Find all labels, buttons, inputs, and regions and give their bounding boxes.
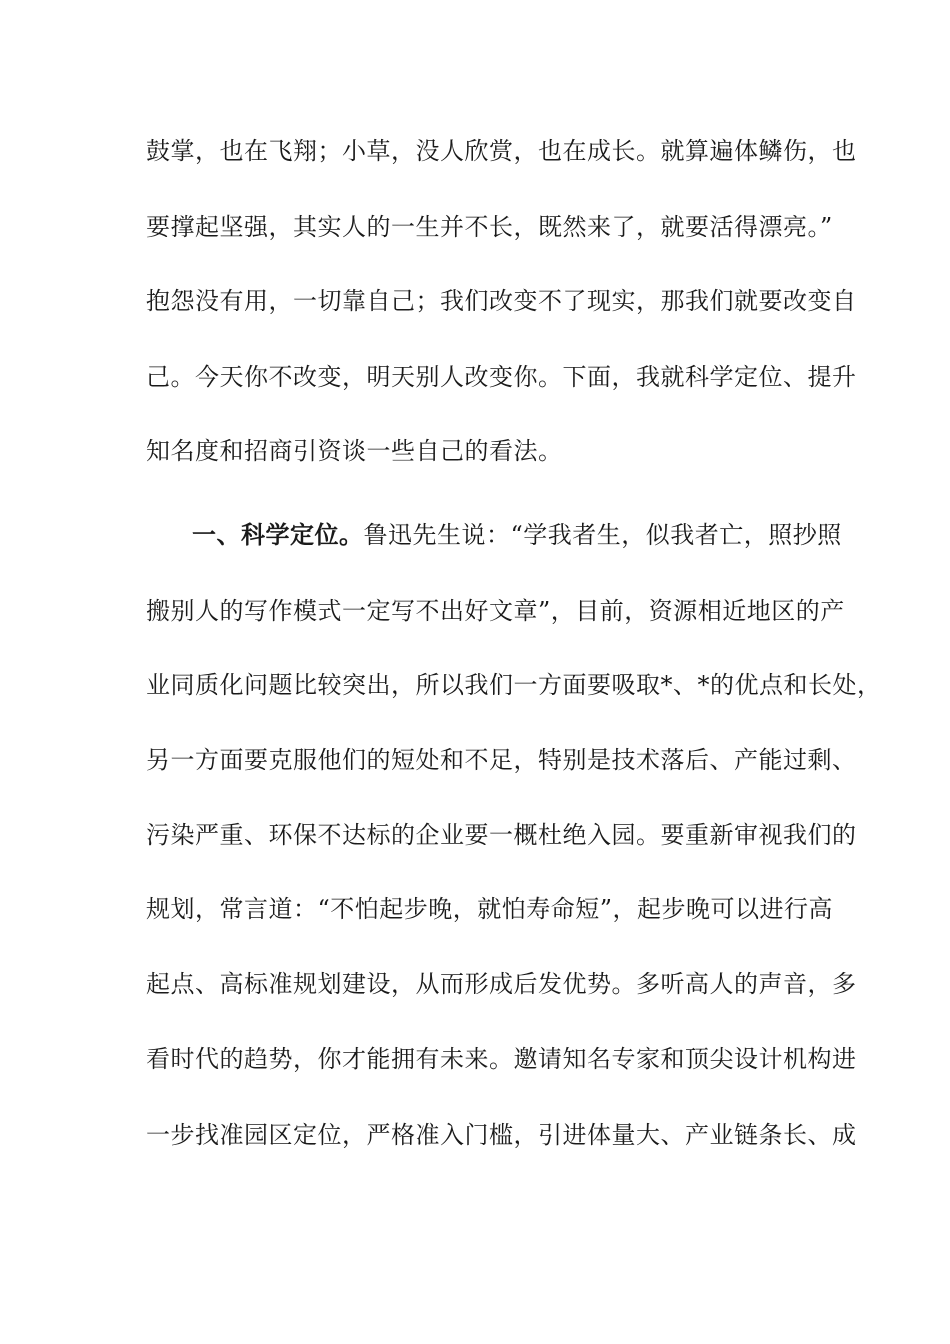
paragraph-line: 搬别人的写作模式一定写不出好文章”，目前，资源相近地区的产	[146, 597, 845, 625]
section-first-line	[192, 520, 852, 550]
paragraph-line: 一步找准园区定位，严格准入门槛，引进体量大、产业链条长、成	[146, 1121, 857, 1149]
paragraph-line: 起点、高标准规划建设，从而形成后发优势。多听高人的声音，多	[146, 970, 857, 998]
paragraph-line: 另一方面要克服他们的短处和不足，特别是技术落后、产能过剩、	[146, 746, 857, 774]
section-first-line-text: 鲁迅先生说：“学我者生，似我者亡，照抄照	[363, 521, 842, 549]
section-heading: 一、科学定位。	[192, 521, 364, 549]
paragraph-line: 知名度和招商引资谈一些自己的看法。	[146, 437, 563, 465]
paragraph-line: 抱怨没有用，一切靠自己；我们改变不了现实，那我们就要改变自	[146, 287, 857, 315]
paragraph-line: 业同质化问题比较突出，所以我们一方面要吸取*、*的优点和长处，	[146, 671, 882, 699]
paragraph-line: 看时代的趋势，你才能拥有未来。邀请知名专家和顶尖设计机构进	[146, 1045, 857, 1073]
paragraph-line: 污染严重、环保不达标的企业要一概杜绝入园。要重新审视我们的	[146, 821, 857, 849]
paragraph-line: 要撑起坚强，其实人的一生并不长，既然来了，就要活得漂亮。”	[146, 213, 833, 241]
paragraph-line: 鼓掌，也在飞翔；小草，没人欣赏，也在成长。就算遍体鳞伤，也	[146, 137, 857, 165]
paragraph-line: 己。今天你不改变，明天别人改变你。下面，我就科学定位、提升	[146, 363, 857, 391]
paragraph-line: 规划，常言道：“不怕起步晚，就怕寿命短”，起步晚可以进行高	[146, 895, 834, 923]
